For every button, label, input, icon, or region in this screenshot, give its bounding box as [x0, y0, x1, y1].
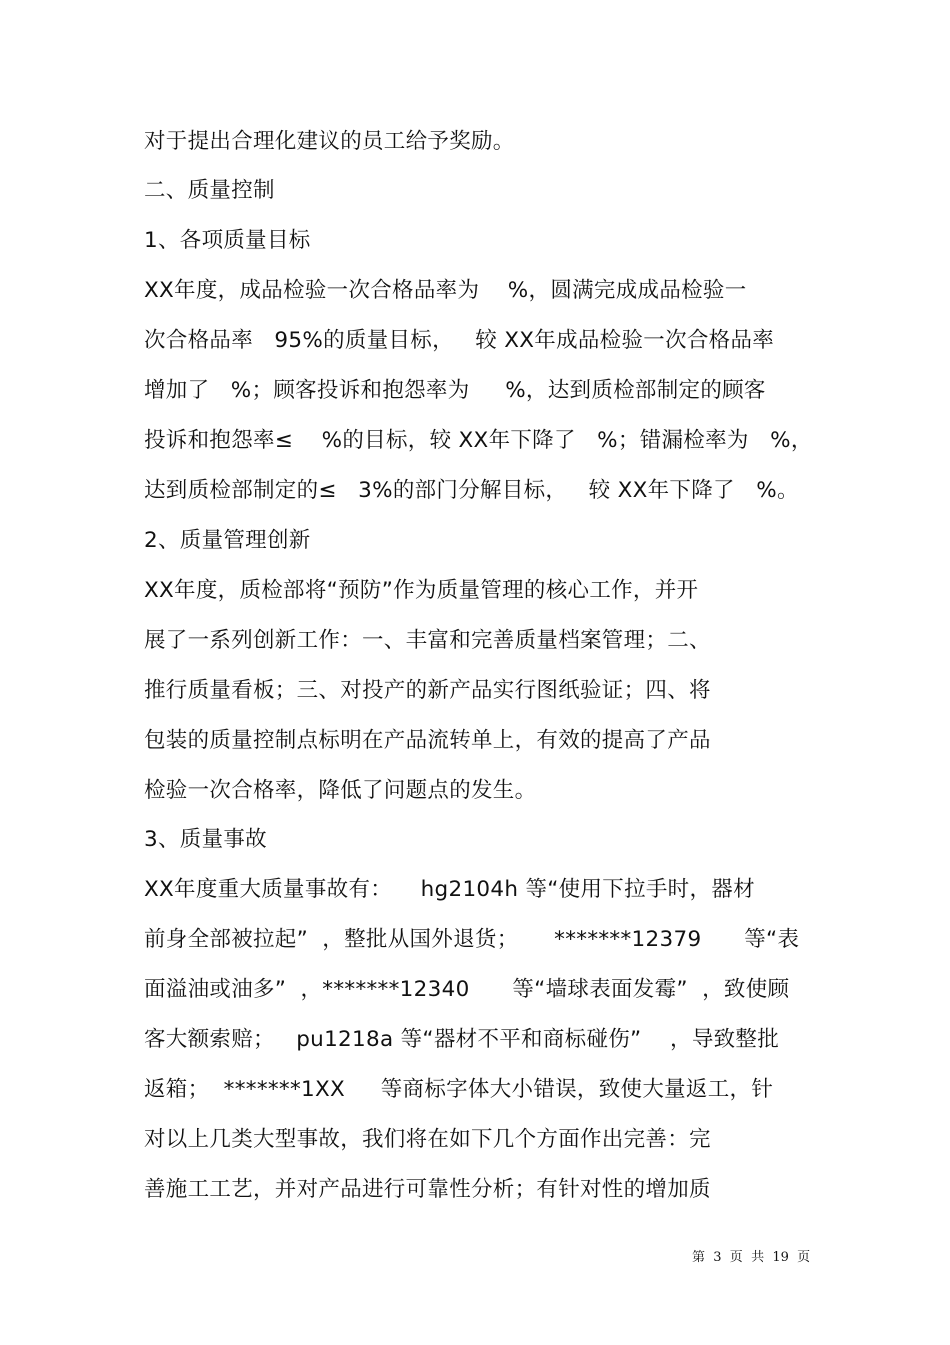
text-line: 达到质检部制定的≤ 3%的部门分解目标， 较 XX年下降了 %。 [144, 478, 799, 503]
text-line: XX年度，成品检验一次合格品率为 %，圆满完成成品检验一 [144, 278, 747, 303]
text-line: 展了一系列创新工作：一、丰富和完善质量档案管理；二、 [144, 628, 711, 653]
text-line: 善施工工艺，并对产品进行可靠性分析；有针对性的增加质 [144, 1177, 711, 1202]
text-line: 包装的质量控制点标明在产品流转单上，有效的提高了产品 [144, 728, 711, 753]
text-line: 对以上几类大型事故，我们将在如下几个方面作出完善：完 [144, 1127, 711, 1152]
page-number-footer: 第 3 页 共 19 页 [692, 1250, 811, 1265]
text-line: 前身全部被拉起” ，整批从国外退货； *******12379 等“表 [144, 927, 800, 952]
subsection-heading: 2、质量管理创新 [144, 528, 311, 553]
text-line: 返箱； *******1XX 等商标字体大小错误，致使大量返工，针 [144, 1077, 774, 1102]
text-line: 推行质量看板；三、对投产的新产品实行图纸验证；四、将 [144, 678, 711, 703]
subsection-heading: 1、各项质量目标 [144, 228, 311, 253]
text-line: 增加了 %；顾客投诉和抱怨率为 %，达到质检部制定的顾客 [144, 378, 766, 403]
text-line: 检验一次合格率，降低了问题点的发生。 [144, 778, 537, 803]
text-line: XX年度，质检部将“预防”作为质量管理的核心工作，并开 [144, 578, 699, 603]
section-heading: 二、质量控制 [144, 178, 275, 203]
text-line: 投诉和抱怨率≤ %的目标，较 XX年下降了 %；错漏检率为 %， [144, 428, 813, 453]
text-line: 次合格品率 95%的质量目标， 较 XX年成品检验一次合格品率 [144, 328, 775, 353]
text-line: 对于提出合理化建议的员工给予奖励。 [144, 129, 515, 154]
subsection-heading: 3、质量事故 [144, 827, 267, 852]
text-line: 面溢油或油多” ，*******12340 等“墙球表面发霉” ，致使顾 [144, 977, 790, 1002]
text-line: 客大额索赔； pu1218a 等“器材不平和商标碰伤” ，导致整批 [144, 1027, 780, 1052]
text-line: XX年度重大质量事故有： hg2104h 等“使用下拉手时，器材 [144, 877, 755, 902]
